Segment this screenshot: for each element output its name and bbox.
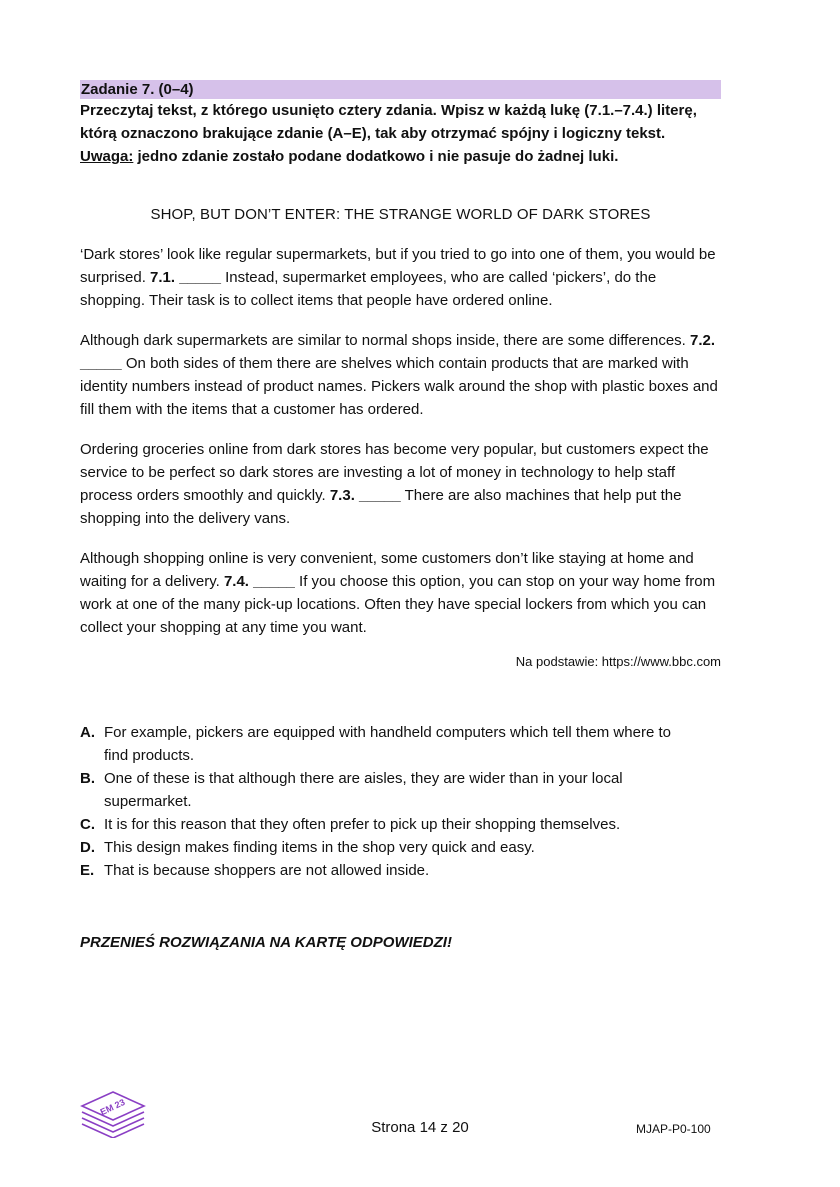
gap-7-1: 7.1. _____ xyxy=(150,269,221,286)
paragraph-text: Ordering groceries online from dark stores has become very popular, but customers expect the service to be perfect so dark stores are investing a lot of money in technology to help staff process orders smoothly and quickly. xyxy=(80,441,709,504)
transfer-note: PRZENIEŚ ROZWIĄZANIA NA KARTĘ ODPOWIEDZI! xyxy=(80,934,452,951)
paragraph-3 xyxy=(80,438,721,530)
paragraph-1 xyxy=(80,243,721,312)
paragraph-text: Although dark supermarkets are similar to normal shops inside, there are some differences. xyxy=(80,332,691,349)
logo-text: EM 23 xyxy=(98,1097,127,1118)
option-b xyxy=(80,767,721,813)
option-letter: A. xyxy=(80,724,95,741)
option-text: One of these is that although there are aisles, they are wider than in your local supermarket. xyxy=(104,770,623,810)
paragraph-text: Instead, supermarket employees, who are called ‘pickers’, do the shopping. Their task is to collect items that people have ordered online. xyxy=(80,269,657,309)
paragraph-text: There are also machines that help put the shopping into the delivery vans. xyxy=(80,487,682,527)
task-instruction xyxy=(80,99,721,168)
answer-options xyxy=(80,721,721,882)
source-note: Na podstawie: https://www.bbc.com xyxy=(515,654,721,669)
paragraph-2 xyxy=(80,329,721,421)
option-a xyxy=(80,721,721,767)
paragraph-text: On both sides of them there are shelves which contain products that are marked with identity numbers instead of product names. Pickers walk around the shop with plastic boxes and fill them with the items that a customer has ordered. xyxy=(80,355,718,418)
note-label: Uwaga: xyxy=(80,148,134,165)
option-letter: C. xyxy=(80,816,95,833)
option-letter: E. xyxy=(80,862,95,879)
gap-7-4: 7.4. _____ xyxy=(223,573,295,590)
exam-code: MJAP-P0-100 xyxy=(636,1122,711,1136)
paragraph-4 xyxy=(80,547,721,639)
gap-7-2: 7.2. _____ xyxy=(80,332,716,372)
article-title: SHOP, BUT DON’T ENTER: THE STRANGE WORLD OF DARK STORES xyxy=(150,206,651,223)
option-letter: B. xyxy=(80,770,95,787)
option-text: This design makes finding items in the shop very quick and easy. xyxy=(104,839,535,856)
instruction-main: Przeczytaj tekst, z którego usunięto cztery zdania. Wpisz w każdą lukę (7.1.–7.4.) literę, którą oznaczono brakujące zdanie (A–E), tak aby otrzymać spójny i logiczny tekst. xyxy=(80,102,697,142)
article-body xyxy=(80,243,721,639)
option-e xyxy=(80,859,721,882)
exam-page xyxy=(80,80,721,951)
paragraph-text: ‘Dark stores’ look like regular supermarkets, but if you tried to go into one of them, you would be surprised. xyxy=(80,246,716,286)
task-header: Zadanie 7. (0–4) xyxy=(80,80,721,99)
note-text: jedno zdanie zostało podane dodatkowo i nie pasuje do żadnej luki. xyxy=(133,148,619,165)
option-c xyxy=(80,813,721,836)
option-letter: D. xyxy=(80,839,95,856)
page-number: Strona 14 z 20 xyxy=(371,1119,469,1136)
option-text: It is for this reason that they often prefer to pick up their shopping themselves. xyxy=(104,816,621,833)
paragraph-text: Although shopping online is very convenient, some customers don’t like staying at home and waiting for a delivery. xyxy=(80,550,694,590)
option-text: That is because shoppers are not allowed inside. xyxy=(104,862,430,879)
option-text: For example, pickers are equipped with handheld computers which tell them where to find products. xyxy=(104,724,671,764)
option-d xyxy=(80,836,721,859)
gap-7-3: 7.3. _____ xyxy=(329,487,401,504)
paragraph-text: If you choose this option, you can stop on your way home from work at one of the many pick-up locations. Often they have special lockers from which you can collect your shopping at any time you want. xyxy=(80,573,716,636)
